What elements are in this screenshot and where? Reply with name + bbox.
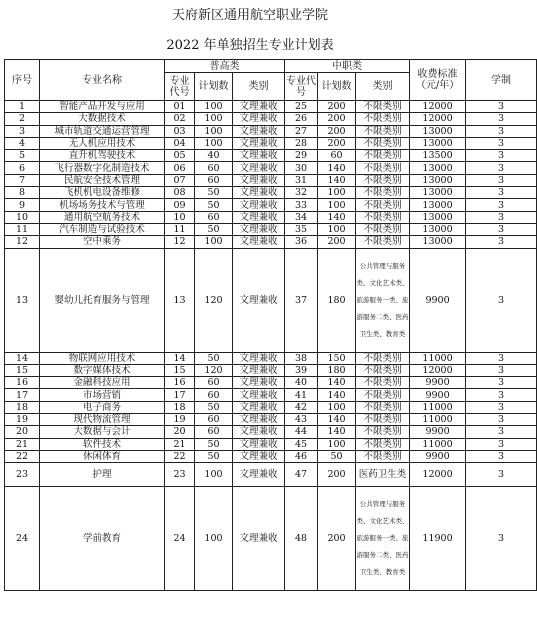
row-fee: 11000	[410, 438, 466, 450]
table-row	[5, 450, 537, 462]
row-major-name: 电子商务	[40, 401, 165, 413]
row-general-plan: 50	[195, 187, 233, 199]
row-fee: 12000	[410, 101, 466, 113]
row-vocational-plan: 200	[318, 487, 356, 591]
row-general-plan: 60	[195, 389, 233, 401]
row-fee: 9900	[410, 450, 466, 462]
row-general-code: 06	[165, 162, 195, 174]
row-years: 3	[466, 377, 537, 389]
row-general-plan: 100	[195, 125, 233, 137]
row-no: 9	[5, 199, 40, 211]
row-years: 3	[466, 401, 537, 413]
row-general-category: 文理兼收	[233, 364, 285, 376]
row-general-plan: 50	[195, 450, 233, 462]
row-years: 3	[466, 211, 537, 223]
row-general-plan: 50	[195, 223, 233, 235]
row-vocational-category: 不限类别	[356, 211, 410, 223]
row-vocational-code: 32	[285, 187, 318, 199]
row-vocational-code: 43	[285, 414, 318, 426]
row-fee: 13500	[410, 150, 466, 162]
row-major-name: 智能产品开发与应用	[40, 101, 165, 113]
row-major-name: 飞行器数字化制造技术	[40, 162, 165, 174]
table-row	[5, 438, 537, 450]
row-general-plan: 60	[195, 377, 233, 389]
row-general-code: 04	[165, 137, 195, 149]
row-fee: 11000	[410, 352, 466, 364]
row-major-name: 市场营销	[40, 389, 165, 401]
row-general-plan: 120	[195, 364, 233, 376]
row-general-plan: 100	[195, 137, 233, 149]
row-vocational-plan: 200	[318, 101, 356, 113]
row-fee: 11000	[410, 414, 466, 426]
row-vocational-code: 41	[285, 389, 318, 401]
row-vocational-plan: 140	[318, 414, 356, 426]
row-fee: 13000	[410, 199, 466, 211]
row-general-code: 24	[165, 487, 195, 591]
row-major-name: 软件技术	[40, 438, 165, 450]
row-no: 16	[5, 377, 40, 389]
row-years: 3	[466, 352, 537, 364]
row-vocational-category: 公共管理与服务类、文化艺术类、旅游服务一类、旅游服务二类、医药卫生类、教育类	[356, 248, 410, 352]
row-general-category: 文理兼收	[233, 236, 285, 248]
row-fee: 9900	[410, 377, 466, 389]
row-major-name: 汽车制造与试验技术	[40, 223, 165, 235]
row-general-code: 10	[165, 211, 195, 223]
row-general-plan: 40	[195, 150, 233, 162]
table-row	[5, 211, 537, 223]
row-years: 3	[466, 137, 537, 149]
row-general-category: 文理兼收	[233, 162, 285, 174]
row-fee: 12000	[410, 463, 466, 487]
row-vocational-category: 不限类别	[356, 364, 410, 376]
row-vocational-plan: 140	[318, 211, 356, 223]
row-vocational-code: 33	[285, 199, 318, 211]
row-general-plan: 50	[195, 199, 233, 211]
row-vocational-code: 44	[285, 426, 318, 438]
row-years: 3	[466, 223, 537, 235]
row-vocational-category: 不限类别	[356, 450, 410, 462]
row-general-category: 文理兼收	[233, 150, 285, 162]
row-vocational-plan: 200	[318, 113, 356, 125]
row-years: 3	[466, 187, 537, 199]
row-years: 3	[466, 150, 537, 162]
row-vocational-plan: 140	[318, 377, 356, 389]
row-vocational-category: 不限类别	[356, 174, 410, 186]
table-row	[5, 125, 537, 137]
row-vocational-category: 公共管理与服务类、文化艺术类、旅游服务一类、旅游服务二类、医药卫生类、教育类	[356, 487, 410, 591]
table-row	[5, 389, 537, 401]
row-general-plan: 100	[195, 113, 233, 125]
row-vocational-plan: 180	[318, 248, 356, 352]
row-vocational-category: 不限类别	[356, 199, 410, 211]
row-no: 17	[5, 389, 40, 401]
row-fee: 9900	[410, 248, 466, 352]
row-general-category: 文理兼收	[233, 187, 285, 199]
row-vocational-plan: 150	[318, 352, 356, 364]
row-vocational-plan: 140	[318, 162, 356, 174]
row-vocational-code: 48	[285, 487, 318, 591]
row-vocational-plan: 100	[318, 223, 356, 235]
enrollment-plan-table	[4, 59, 537, 591]
row-vocational-plan: 200	[318, 137, 356, 149]
header-years: 学制	[466, 60, 537, 101]
row-fee: 12000	[410, 364, 466, 376]
row-general-code: 01	[165, 101, 195, 113]
table-row	[5, 401, 537, 413]
row-fee: 13000	[410, 162, 466, 174]
row-general-category: 文理兼收	[233, 223, 285, 235]
row-fee: 11000	[410, 401, 466, 413]
row-years: 3	[466, 463, 537, 487]
row-no: 19	[5, 414, 40, 426]
row-vocational-plan: 100	[318, 187, 356, 199]
row-vocational-code: 35	[285, 223, 318, 235]
row-vocational-plan: 100	[318, 438, 356, 450]
row-no: 1	[5, 101, 40, 113]
row-general-plan: 100	[195, 487, 233, 591]
row-major-name: 无人机应用技术	[40, 137, 165, 149]
row-vocational-code: 26	[285, 113, 318, 125]
table-row	[5, 162, 537, 174]
row-vocational-code: 42	[285, 401, 318, 413]
row-major-name: 现代物流管理	[40, 414, 165, 426]
row-years: 3	[466, 125, 537, 137]
table-row	[5, 174, 537, 186]
row-general-category: 文理兼收	[233, 352, 285, 364]
row-general-category: 文理兼收	[233, 113, 285, 125]
header-general-category: 类别	[233, 73, 285, 101]
table-row	[5, 137, 537, 149]
row-vocational-category: 不限类别	[356, 162, 410, 174]
table-row	[5, 187, 537, 199]
row-fee: 13000	[410, 125, 466, 137]
row-vocational-code: 29	[285, 150, 318, 162]
row-fee: 13000	[410, 236, 466, 248]
row-years: 3	[466, 101, 537, 113]
row-major-name: 直升机驾驶技术	[40, 150, 165, 162]
table-row	[5, 426, 537, 438]
row-no: 7	[5, 174, 40, 186]
table-row	[5, 113, 537, 125]
row-general-code: 22	[165, 450, 195, 462]
row-vocational-plan: 140	[318, 389, 356, 401]
row-vocational-category: 不限类别	[356, 137, 410, 149]
row-vocational-category: 不限类别	[356, 223, 410, 235]
row-vocational-category: 不限类别	[356, 414, 410, 426]
row-years: 3	[466, 199, 537, 211]
row-general-plan: 50	[195, 401, 233, 413]
row-major-name: 通用航空航务技术	[40, 211, 165, 223]
row-general-plan: 120	[195, 248, 233, 352]
row-general-plan: 60	[195, 414, 233, 426]
row-general-code: 07	[165, 174, 195, 186]
row-major-name: 护理	[40, 463, 165, 487]
row-years: 3	[466, 414, 537, 426]
header-general-plan: 计划数	[195, 73, 233, 101]
table-row	[5, 101, 537, 113]
row-general-category: 文理兼收	[233, 426, 285, 438]
row-general-code: 16	[165, 377, 195, 389]
row-years: 3	[466, 426, 537, 438]
header-general-code: 专业代号	[165, 73, 195, 101]
row-general-category: 文理兼收	[233, 414, 285, 426]
row-major-name: 学前教育	[40, 487, 165, 591]
row-general-plan: 100	[195, 463, 233, 487]
row-years: 3	[466, 162, 537, 174]
row-general-code: 23	[165, 463, 195, 487]
row-vocational-plan: 180	[318, 364, 356, 376]
row-vocational-plan: 200	[318, 125, 356, 137]
row-years: 3	[466, 389, 537, 401]
row-general-category: 文理兼收	[233, 450, 285, 462]
table-row	[5, 414, 537, 426]
header-vocational-code: 专业代号	[285, 73, 318, 101]
row-general-plan: 60	[195, 426, 233, 438]
row-vocational-code: 45	[285, 438, 318, 450]
row-general-code: 18	[165, 401, 195, 413]
row-major-name: 数字媒体技术	[40, 364, 165, 376]
row-general-plan: 50	[195, 352, 233, 364]
row-general-category: 文理兼收	[233, 487, 285, 591]
row-general-category: 文理兼收	[233, 199, 285, 211]
row-general-plan: 50	[195, 438, 233, 450]
row-general-code: 14	[165, 352, 195, 364]
page-subtitle: 2022 年单独招生专业计划表	[166, 38, 334, 53]
row-major-name: 民航安全技术管理	[40, 174, 165, 186]
row-years: 3	[466, 438, 537, 450]
page-title: 天府新区通用航空职业学院	[171, 8, 328, 23]
row-no: 23	[5, 463, 40, 487]
row-major-name: 休闲体育	[40, 450, 165, 462]
row-general-plan: 100	[195, 236, 233, 248]
row-fee: 12000	[410, 113, 466, 125]
row-vocational-code: 31	[285, 174, 318, 186]
row-vocational-category: 不限类别	[356, 426, 410, 438]
row-no: 10	[5, 211, 40, 223]
row-major-name: 机场场务技术与管理	[40, 199, 165, 211]
table-row	[5, 463, 537, 487]
row-fee: 13000	[410, 174, 466, 186]
row-general-code: 15	[165, 364, 195, 376]
row-no: 24	[5, 487, 40, 591]
row-years: 3	[466, 248, 537, 352]
header-major: 专业名称	[40, 60, 165, 101]
table-row	[5, 248, 537, 352]
row-general-code: 21	[165, 438, 195, 450]
header-fee: 收费标准（元/年）	[410, 60, 466, 101]
row-vocational-code: 37	[285, 248, 318, 352]
row-vocational-category: 不限类别	[356, 187, 410, 199]
header-vocational-category: 类别	[356, 73, 410, 101]
row-major-name: 空中乘务	[40, 236, 165, 248]
row-vocational-plan: 50	[318, 450, 356, 462]
row-vocational-code: 39	[285, 364, 318, 376]
row-vocational-code: 28	[285, 137, 318, 149]
row-general-category: 文理兼收	[233, 377, 285, 389]
row-general-plan: 100	[195, 101, 233, 113]
row-vocational-category: 不限类别	[356, 377, 410, 389]
table-row	[5, 487, 537, 591]
row-general-category: 文理兼收	[233, 101, 285, 113]
row-vocational-code: 40	[285, 377, 318, 389]
row-general-plan: 60	[195, 162, 233, 174]
row-major-name: 大数据技术	[40, 113, 165, 125]
row-fee: 9900	[410, 389, 466, 401]
row-vocational-category: 医药卫生类	[356, 463, 410, 487]
row-years: 3	[466, 450, 537, 462]
header-general: 普高类	[165, 60, 285, 73]
table-row	[5, 364, 537, 376]
row-fee: 9900	[410, 426, 466, 438]
row-no: 3	[5, 125, 40, 137]
row-general-category: 文理兼收	[233, 401, 285, 413]
row-vocational-plan: 100	[318, 401, 356, 413]
header-vocational: 中职类	[285, 60, 410, 73]
row-years: 3	[466, 236, 537, 248]
row-general-category: 文理兼收	[233, 211, 285, 223]
row-vocational-code: 47	[285, 463, 318, 487]
row-general-category: 文理兼收	[233, 438, 285, 450]
row-vocational-code: 46	[285, 450, 318, 462]
row-vocational-plan: 60	[318, 150, 356, 162]
row-general-code: 17	[165, 389, 195, 401]
row-general-code: 11	[165, 223, 195, 235]
row-vocational-category: 不限类别	[356, 352, 410, 364]
row-no: 2	[5, 113, 40, 125]
row-vocational-category: 不限类别	[356, 236, 410, 248]
row-vocational-plan: 140	[318, 174, 356, 186]
table-row	[5, 150, 537, 162]
row-vocational-plan: 100	[318, 199, 356, 211]
row-major-name: 飞机机电设备维修	[40, 187, 165, 199]
table-row	[5, 377, 537, 389]
row-no: 11	[5, 223, 40, 235]
row-vocational-code: 34	[285, 211, 318, 223]
header-vocational-plan: 计划数	[318, 73, 356, 101]
row-general-code: 12	[165, 236, 195, 248]
row-no: 12	[5, 236, 40, 248]
row-fee: 13000	[410, 211, 466, 223]
row-general-plan: 60	[195, 174, 233, 186]
row-major-name: 金融科技应用	[40, 377, 165, 389]
row-vocational-category: 不限类别	[356, 101, 410, 113]
row-general-category: 文理兼收	[233, 125, 285, 137]
row-general-category: 文理兼收	[233, 463, 285, 487]
row-vocational-code: 30	[285, 162, 318, 174]
row-no: 6	[5, 162, 40, 174]
row-no: 22	[5, 450, 40, 462]
row-general-plan: 60	[195, 211, 233, 223]
row-no: 21	[5, 438, 40, 450]
row-years: 3	[466, 487, 537, 591]
row-vocational-plan: 140	[318, 426, 356, 438]
row-general-code: 13	[165, 248, 195, 352]
row-vocational-category: 不限类别	[356, 438, 410, 450]
row-vocational-category: 不限类别	[356, 125, 410, 137]
row-no: 14	[5, 352, 40, 364]
row-years: 3	[466, 113, 537, 125]
row-major-name: 物联网应用技术	[40, 352, 165, 364]
row-general-category: 文理兼收	[233, 137, 285, 149]
row-general-code: 02	[165, 113, 195, 125]
row-vocational-category: 不限类别	[356, 389, 410, 401]
row-fee: 13000	[410, 187, 466, 199]
row-vocational-code: 25	[285, 101, 318, 113]
row-general-code: 20	[165, 426, 195, 438]
row-general-category: 文理兼收	[233, 389, 285, 401]
row-major-name: 城市轨道交通运营管理	[40, 125, 165, 137]
row-vocational-category: 不限类别	[356, 150, 410, 162]
row-major-name: 婴幼儿托育服务与管理	[40, 248, 165, 352]
row-general-code: 08	[165, 187, 195, 199]
row-fee: 13000	[410, 137, 466, 149]
table-row	[5, 223, 537, 235]
row-vocational-category: 不限类别	[356, 401, 410, 413]
row-no: 8	[5, 187, 40, 199]
header-no: 序号	[5, 60, 40, 101]
table-row	[5, 352, 537, 364]
row-no: 18	[5, 401, 40, 413]
row-major-name: 大数据与会计	[40, 426, 165, 438]
row-no: 15	[5, 364, 40, 376]
row-fee: 11900	[410, 487, 466, 591]
table-row	[5, 199, 537, 211]
row-general-code: 09	[165, 199, 195, 211]
row-no: 4	[5, 137, 40, 149]
row-vocational-plan: 200	[318, 463, 356, 487]
row-years: 3	[466, 364, 537, 376]
row-vocational-code: 38	[285, 352, 318, 364]
row-no: 13	[5, 248, 40, 352]
row-vocational-category: 不限类别	[356, 113, 410, 125]
row-general-category: 文理兼收	[233, 248, 285, 352]
row-general-category: 文理兼收	[233, 174, 285, 186]
table-row	[5, 236, 537, 248]
row-vocational-code: 36	[285, 236, 318, 248]
row-general-code: 03	[165, 125, 195, 137]
row-vocational-code: 27	[285, 125, 318, 137]
row-years: 3	[466, 174, 537, 186]
row-no: 20	[5, 426, 40, 438]
row-no: 5	[5, 150, 40, 162]
row-vocational-plan: 200	[318, 236, 356, 248]
row-general-code: 05	[165, 150, 195, 162]
row-fee: 13000	[410, 223, 466, 235]
row-general-code: 19	[165, 414, 195, 426]
